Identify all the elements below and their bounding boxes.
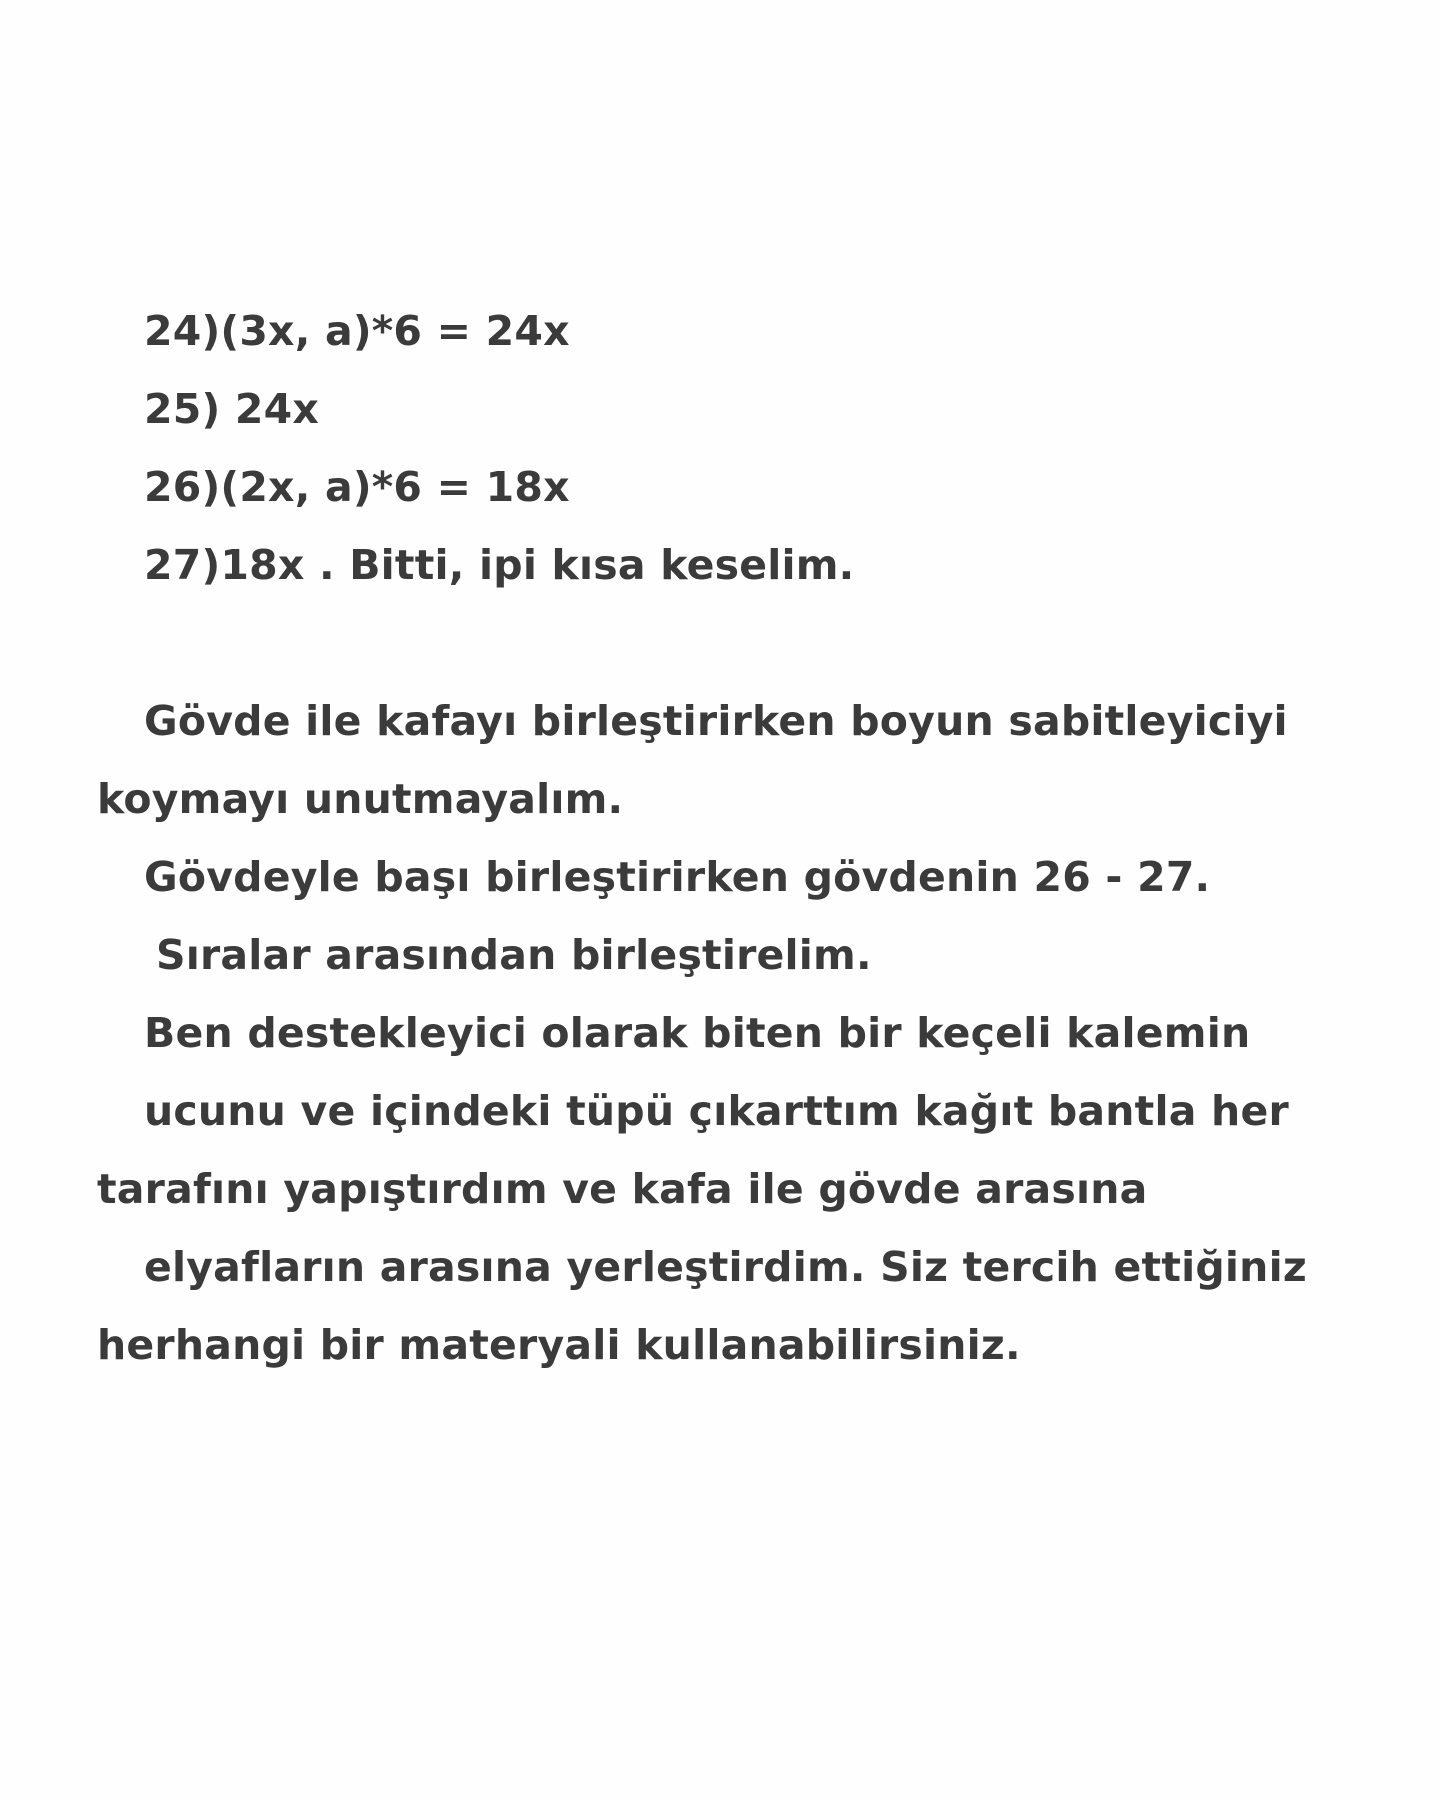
pattern-row-27: 27)18x . Bitti, ipi kısa keselim.	[144, 541, 855, 589]
note-line: herhangi bir materyali kullanabilirsiniz.	[97, 1321, 1021, 1369]
pattern-text	[97, 292, 1357, 1384]
note-line: Ben destekleyici olarak biten bir keçeli kalemin	[144, 1009, 1251, 1057]
note-line: koymayı unutmayalım.	[97, 775, 624, 823]
paragraph-spacer	[97, 604, 1357, 682]
pattern-row-26: 26)(2x, a)*6 = 18x	[144, 463, 570, 511]
pattern-row-25: 25) 24x	[144, 385, 319, 433]
note-line: Gövde ile kafayı birleştirirken boyun sabitleyiciyi	[144, 697, 1288, 745]
note-line: Gövdeyle başı birleştirirken gövdenin 26 - 27.	[144, 853, 1211, 901]
note-line: ucunu ve içindeki tüpü çıkarttım kağıt bantla her	[144, 1087, 1289, 1135]
note-line: Sıralar arasından birleştirelim.	[156, 931, 872, 979]
note-line: elyafların arasına yerleştirdim. Siz tercih ettiğiniz	[144, 1243, 1307, 1291]
pattern-row-24: 24)(3x, a)*6 = 24x	[144, 307, 570, 355]
note-line: tarafını yapıştırdım ve kafa ile gövde arasına	[97, 1165, 1148, 1213]
